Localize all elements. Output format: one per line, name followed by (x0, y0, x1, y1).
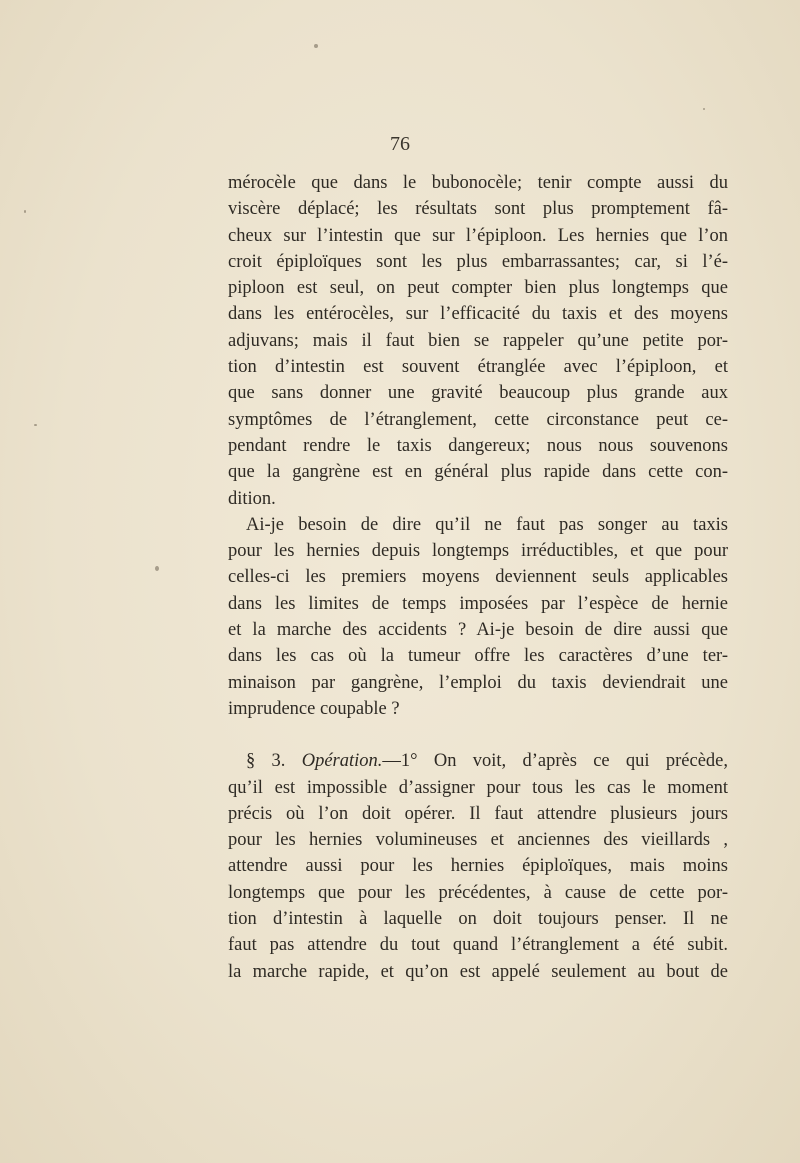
text-line: dans les limites de temps imposées par l’espèce de hernie (228, 593, 728, 614)
text-line: adjuvans; mais il faut bien se rappeler qu’une petite por- (228, 330, 728, 351)
text-line: cheux sur l’intestin que sur l’épiploon. Les hernies que l’on (228, 225, 728, 246)
paragraph-1 (228, 170, 728, 512)
section-operation (228, 748, 728, 985)
paper-speck (34, 424, 37, 426)
body-text (228, 170, 728, 985)
text-line: pendant rendre le taxis dangereux; nous nous souvenons (228, 435, 728, 456)
text-line: dans les entérocèles, sur l’efficacité du taxis et des moyens (228, 304, 728, 325)
text-line: imprudence coupable ? (228, 698, 400, 719)
text-line: longtemps que pour les précédentes, à cause de cette por- (228, 882, 728, 903)
text-line: que sans donner une gravité beaucoup plus grande aux (228, 383, 728, 404)
paper-speck (314, 44, 318, 48)
text-line: symptômes de l’étranglement, cette circonstance peut ce- (228, 409, 728, 430)
text-line: dans les cas où la tumeur offre les caractères d’une ter- (228, 646, 728, 667)
text-line: croit épiploïques sont les plus embarrassantes; car, si l’é- (228, 251, 728, 272)
text-line: celles-ci les premiers moyens deviennent seuls applicables (228, 567, 728, 588)
text-line: dition. (228, 488, 276, 509)
section-spacer (228, 722, 728, 748)
text-line: pour les hernies volumineuses et anciennes des vieillards , (228, 830, 728, 851)
text-line: viscère déplacé; les résultats sont plus promptement fâ- (228, 199, 728, 220)
text-line: pour les hernies depuis longtemps irréductibles, et que pour (228, 541, 728, 562)
section-first-line-text: —1° On voit, d’après ce qui précède, (382, 751, 728, 772)
text-line: et la marche des accidents ? Ai-je besoin de dire aussi que (228, 620, 728, 641)
text-line: que la gangrène est en général plus rapide dans cette con- (228, 462, 728, 483)
text-line: qu’il est impossible d’assigner pour tous les cas le moment (228, 777, 728, 798)
text-line: piploon est seul, on peut compter bien plus longtemps que (228, 278, 728, 299)
paragraph-2 (228, 512, 728, 722)
text-line: précis où l’on doit opérer. Il faut attendre plusieurs jours (228, 803, 728, 824)
paper-speck (703, 108, 705, 110)
text-line: la marche rapide, et qu’on est appelé seulement au bout de (228, 961, 728, 982)
text-line: tion d’intestin est souvent étranglée avec l’épiploon, et (228, 357, 728, 378)
text-line: Ai-je besoin de dire qu’il ne faut pas songer au taxis (246, 514, 728, 535)
text-line: minaison par gangrène, l’emploi du taxis deviendrait une (228, 672, 728, 693)
text-line: attendre aussi pour les hernies épiploïques, mais moins (228, 856, 728, 877)
section-heading-line (228, 748, 728, 774)
section-number: § 3. (246, 751, 286, 772)
paper-speck (155, 566, 159, 571)
paper-speck (24, 210, 26, 213)
section-title: Opération. (301, 751, 383, 772)
text-line: tion d’intestin à laquelle on doit toujours penser. Il ne (228, 909, 728, 930)
text-line: mérocèle que dans le bubonocèle; tenir compte aussi du (228, 173, 728, 193)
text-line: faut pas attendre du tout quand l’étranglement a été subit. (228, 935, 728, 956)
page-number: 76 (390, 133, 410, 155)
